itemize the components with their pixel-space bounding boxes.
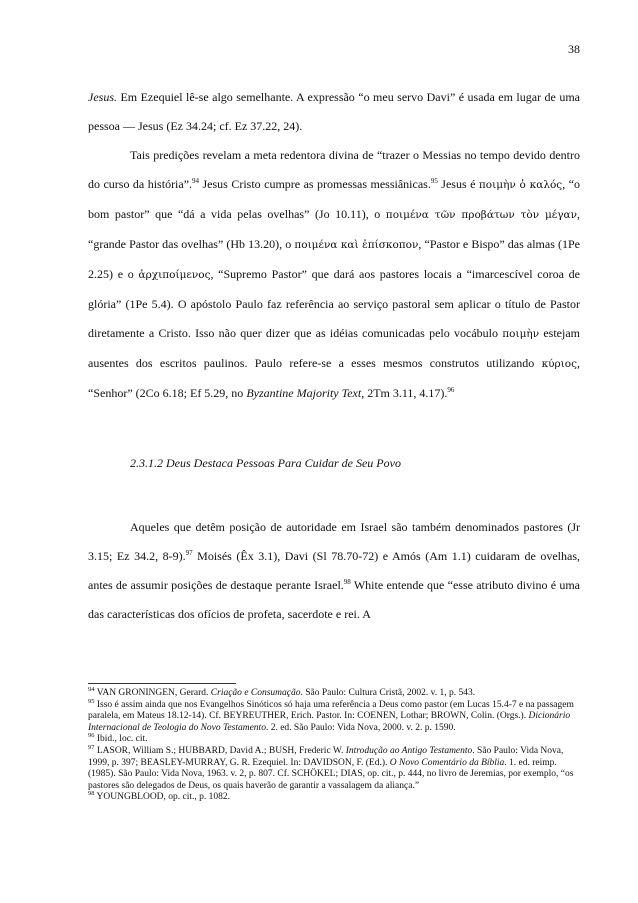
text: , “o bom pastor” que “dá a vida pelas ovelhas” (Jo 10.11), o (88, 177, 580, 221)
footnote-number: 97 (88, 743, 95, 751)
italic-word: Jesus. (88, 90, 117, 104)
footnote-97 (88, 743, 580, 792)
paragraph-3 (88, 513, 580, 629)
greek-term: ποιμένα καὶ ἐπίσκοπον (294, 239, 419, 251)
text: VAN GRONINGEN, Gerard. (94, 688, 211, 698)
footnote-number: 96 (88, 732, 95, 740)
footnote-ref-95[interactable]: 95 (430, 177, 438, 185)
footnote-96 (88, 734, 580, 746)
greek-term: ἀρχιποίμενος (138, 269, 211, 281)
greek-term: ποιμένα τῶν προβάτων τὸν μέγαν (385, 209, 577, 221)
footnote-number: 94 (88, 685, 95, 693)
footnote-number: 95 (88, 697, 95, 705)
text: , “Supremo Pastor” que dará aos pastores locais a “imarcescível coroa de glória” (1Pe 5.4). O apóstolo Paulo faz referência ao serviço pastoral sem aplicar o título de Pastor diretamente a Cristo. Isso não quer dizer que as idéias comunicadas pelo vocábulo (88, 267, 580, 340)
italic-title: Introdução ao Antigo Testamento (345, 745, 473, 756)
italic-title: Byzantine Majority Text (246, 386, 362, 400)
paragraph-1 (88, 83, 580, 141)
text: . São Paulo: Vida Nova, 1999, p. 397; BEASLEY-MURRAY, G. R. Ezequiel. In: DAVIDSON, F. (Ed.). (88, 745, 564, 768)
text: . São Paulo: Cultura Cristã, 2002. v. 1, p. 543. (300, 688, 476, 698)
footnote-divider (88, 683, 236, 684)
text: Jesus é (437, 177, 479, 191)
section-heading: 2.3.1.2 Deus Destaca Pessoas Para Cuidar de Seu Povo (130, 456, 401, 470)
text: White entende que “esse atributo divino é uma das características dos ofícios de profeta, sacerdote e rei. A (88, 578, 580, 621)
text: Aqueles que detêm posição de autoridade em Israel são também denominados pastores (Jr 3.15; Ez 34.2, 8-9). (88, 520, 580, 563)
text: LASOR, William S.; HUBBARD, David A.; BUSH, Frederic W. (94, 745, 346, 756)
footnote-number: 98 (88, 790, 95, 798)
footnote-ref-97[interactable]: 97 (185, 549, 193, 557)
text: Isso é assim ainda que nos Evangelhos Sinóticos só haja uma referência a Deus como pastor (em Lucas 15.4-7 e na passagem paralela, em Mateus 18.12-14). Cf. BEYREUTHER, Erich. Pastor. In: COENEN, Lothar; BROWN, Colin. (Orgs.). (88, 699, 574, 722)
footnote-98 (88, 792, 580, 804)
body-text-2 (88, 513, 580, 629)
greek-term: ποιμὴν (502, 328, 540, 340)
text: . 2. ed. São Paulo: Vida Nova, 2000. v. 2. p. 1590. (265, 722, 456, 733)
paragraph-2 (88, 141, 580, 408)
text: Ibid., loc. cit. (94, 734, 148, 745)
text: , 2Tm 3.11, 4.17). (361, 386, 448, 400)
footnote-ref-96[interactable]: 96 (447, 386, 455, 394)
footnote-ref-98[interactable]: 98 (343, 578, 351, 586)
text: Jesus Cristo cumpre as promessas messiânicas. (199, 177, 431, 191)
page-number: 38 (568, 42, 580, 56)
italic-title: Dicionário Internacional de Teologia do Novo Testamento (88, 711, 571, 733)
footnotes (88, 685, 580, 804)
text: estejam ausentes dos escritos paulinos. Paulo refere-se a esses mesmos construtos utilizando (88, 326, 581, 370)
body-text (88, 83, 580, 408)
italic-title: Criação e Consumação (210, 688, 301, 698)
text: , “Pastor e Bispo” das almas (1Pe 2.25) e o (88, 237, 580, 281)
text: Tais predições revelam a meta redentora divina de “trazer o Messias no tempo devido dentro do curso da história”. (88, 148, 580, 191)
text: , “grande Pastor das ovelhas” (Hb 13.20), o (88, 207, 580, 251)
italic-title: O Novo Comentário da Bíblia (389, 757, 505, 768)
footnote-ref-94[interactable]: 94 (192, 177, 200, 185)
text: YOUNGBLOOD, op. cit., p. 1082. (94, 792, 231, 803)
text: Em Ezequiel lê-se algo semelhante. A expressão “o meu servo Davi” é usada em lugar de uma pessoa — Jesus (Ez 34.24; cf. Ez 37.22, 24). (88, 90, 580, 133)
text: , “Senhor” (2Co 6.18; Ef 5.29, no (88, 356, 580, 400)
greek-term: κύριος (541, 358, 577, 370)
text: . 1. ed. reimp. (1985). São Paulo: Vida Nova, 1963. v. 2, p. 807. Cf. SCHÖKEL; DIAS, op. cit., p. 444, no livro de Jeremias, por exemplo, “os pastores são delegados de Deus, os quais haverão de garantir a vassalagem da aliança.” (88, 757, 574, 791)
footnote-94 (88, 685, 580, 700)
footnote-95 (88, 697, 580, 735)
text: Moisés (Êx 3.1), Davi (Sl 78.70-72) e Amós (Am 1.1) cuidaram de ovelhas, antes de assumir posições de destaque perante Israel. (88, 549, 580, 592)
greek-term: ποιμὴν ὁ καλός (478, 179, 563, 191)
